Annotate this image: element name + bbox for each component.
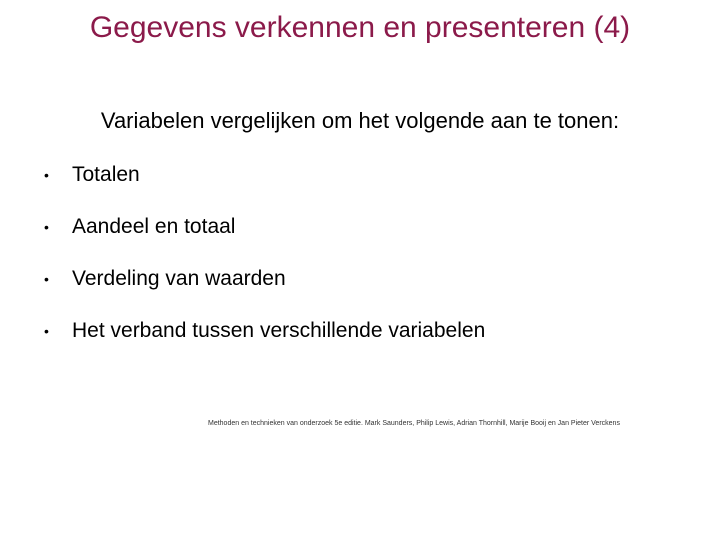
intro-text: Variabelen vergelijken om het volgende aan te tonen:	[100, 108, 620, 133]
list-item	[44, 316, 485, 346]
list-item	[44, 212, 485, 242]
bullet-icon: •	[44, 167, 49, 183]
bullet-text: Het verband tussen verschillende variabelen	[72, 319, 486, 342]
bullet-icon: •	[44, 219, 49, 235]
bullet-icon: •	[44, 323, 49, 339]
source-footer: Methoden en technieken van onderzoek 5e editie. Mark Saunders, Philip Lewis, Adrian Thornhill, Marije Booij en Jan Pieter Verckens	[208, 420, 620, 427]
bullet-icon: •	[44, 271, 49, 287]
bullet-list	[44, 160, 485, 368]
list-item	[44, 160, 485, 190]
bullet-text: Verdeling van waarden	[72, 267, 286, 290]
list-item	[44, 264, 485, 294]
bullet-text: Totalen	[72, 163, 140, 186]
slide-title: Gegevens verkennen en presenteren (4)	[89, 11, 631, 44]
bullet-text: Aandeel en totaal	[72, 215, 236, 238]
